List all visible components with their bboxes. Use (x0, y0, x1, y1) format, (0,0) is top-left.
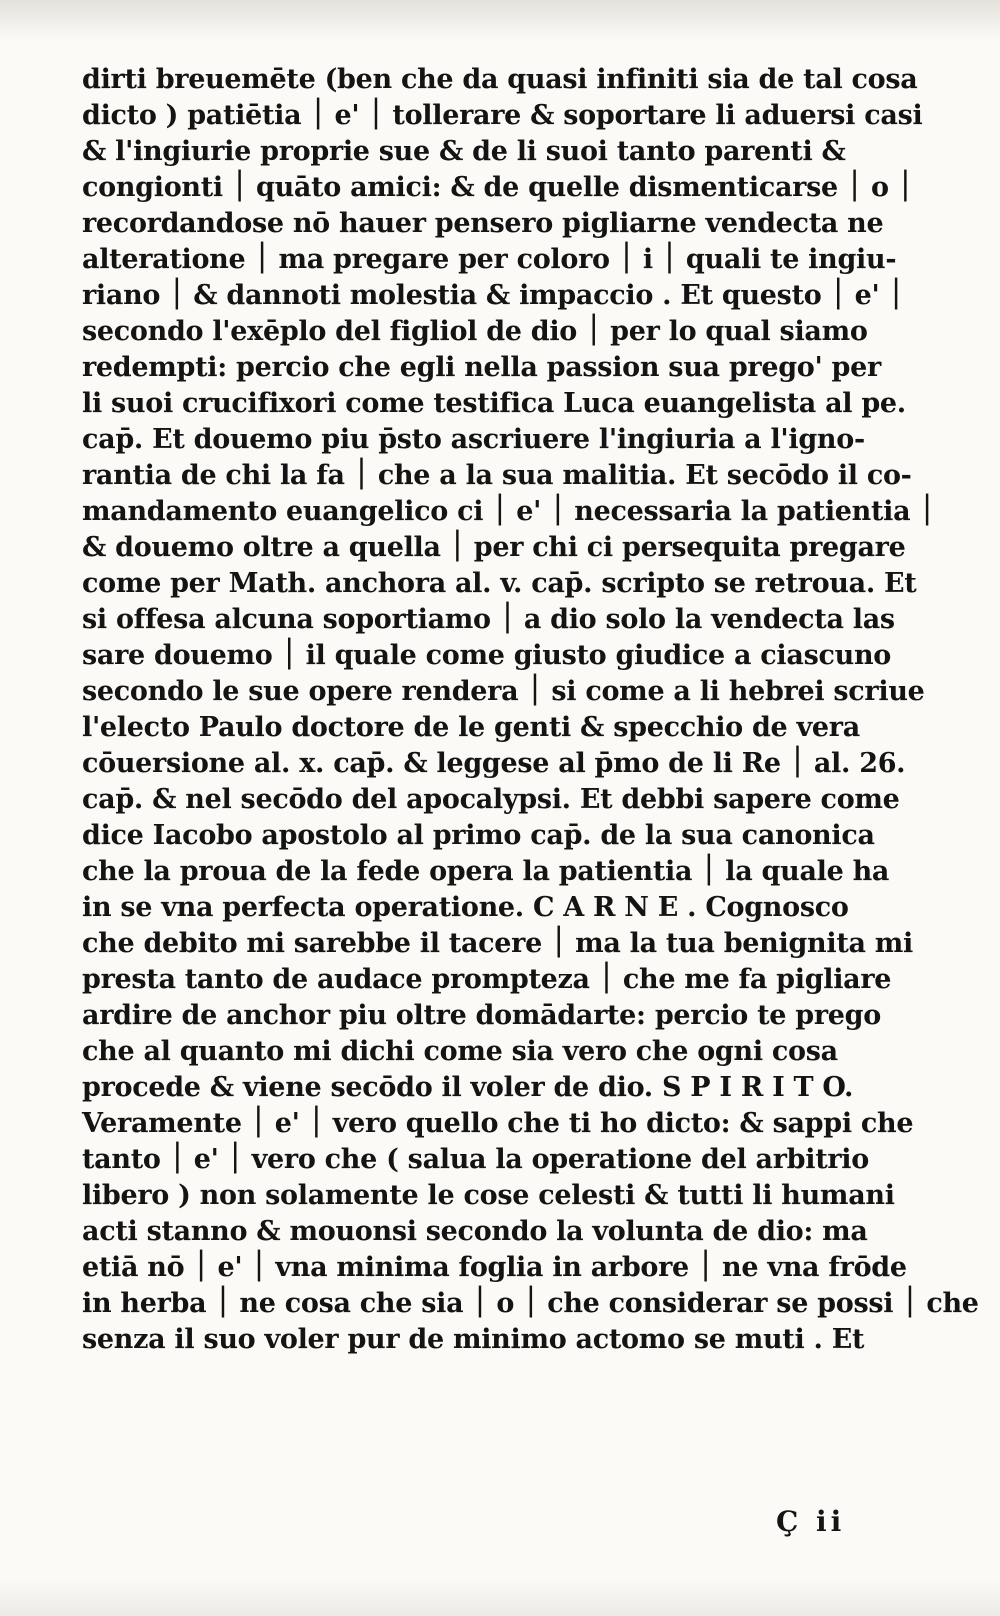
text-line: procede & viene secōdo il voler de dio. S P I R I T O. (82, 1072, 854, 1103)
text-line: secondo l'exēplo del figliol de dio ׀ per lo qual siamo (82, 316, 868, 347)
text-line: cōuersione al. x. cap̄. & leggese al p̄mo de li Re ׀ al. 26. (82, 748, 906, 779)
text-line: & douemo oltre a quella ׀ per chi ci persequita pregare (82, 532, 906, 563)
text-line: ardire de anchor piu oltre domādarte: percio te prego (82, 1000, 881, 1031)
text-line: li suoi crucifixori come testifica Luca euangelista al pe. (82, 388, 906, 419)
text-line: Veramente ׀ e' ׀ vero quello che ti ho dicto: & sappi che (82, 1108, 914, 1139)
text-line: tanto ׀ e' ׀ vero che ( salua la operatione del arbitrio (82, 1144, 869, 1175)
text-line: congionti ׀ quāto amici: & de quelle dismenticarse ׀ o ׀ (82, 172, 913, 203)
text-line: & l'ingiurie proprie sue & de li suoi tanto parenti & (82, 136, 846, 167)
text-line: in se vna perfecta operatione. C A R N E . Cognosco (82, 892, 849, 923)
text-line: acti stanno & mouonsi secondo la volunta de dio: ma (82, 1216, 868, 1247)
text-line: secondo le sue opere rendera ׀ si come a li hebrei scriue (82, 676, 925, 707)
text-line: cap̄. Et douemo piu p̄sto ascriuere l'ingiuria a l'igno- (82, 424, 865, 455)
text-line: presta tanto de audace prompteza ׀ che me fa pigliare (82, 964, 892, 995)
text-line: senza il suo voler pur de minimo actomo se muti . Et (82, 1324, 865, 1355)
text-line: che al quanto mi dichi come sia vero che ogni cosa (82, 1036, 838, 1067)
text-line: cap̄. & nel secōdo del apocalypsi. Et debbi sapere come (82, 784, 900, 815)
text-line: dice Iacobo apostolo al primo cap̄. de la sua canonica (82, 820, 875, 851)
text-block (82, 62, 979, 1358)
text-line: in herba ׀ ne cosa che sia ׀ o ׀ che considerar se possi ׀ che (82, 1288, 979, 1319)
text-line: etiā nō ׀ e' ׀ vna minima foglia in arbore ׀ ne vna frōde (82, 1252, 907, 1283)
text-line: si offesa alcuna soportiamo ׀ a dio solo la vendecta las (82, 604, 895, 635)
text-line: redempti: percio che egli nella passion sua prego' per (82, 352, 881, 383)
text-line: riano ׀ & dannoti molestia & impaccio . Et questo ׀ e' ׀ (82, 280, 904, 311)
text-line: mandamento euangelico ci ׀ e' ׀ necessaria la patientia ׀ (82, 496, 935, 527)
page-top-edge-shadow (0, 0, 1000, 40)
signature-mark: Ç ii (776, 1505, 846, 1538)
text-line: come per Math. anchora al. v. cap̄. scripto se retroua. Et (82, 568, 917, 599)
text-line: dicto ) patiētia ׀ e' ׀ tollerare & soportare li aduersi casi (82, 100, 923, 131)
text-line: libero ) non solamente le cose celesti & tutti li humani (82, 1180, 895, 1211)
text-line: che la proua de la fede opera la patientia ׀ la quale ha (82, 856, 890, 887)
text-line: alteratione ׀ ma pregare per coloro ׀ i ׀ quali te ingiu- (82, 244, 897, 275)
text-line: dirti breuemēte (ben che da quasi infiniti sia de tal cosa (82, 64, 918, 95)
text-line: sare douemo ׀ il quale come giusto giudice a ciascuno (82, 640, 891, 671)
text-line: rantia de chi la fa ׀ che a la sua malitia. Et secōdo il co- (82, 460, 912, 491)
page-bottom-edge-shadow (0, 1580, 1000, 1616)
text-line: l'electo Paulo doctore de le genti & specchio de vera (82, 712, 860, 743)
text-line: che debito mi sarebbe il tacere ׀ ma la tua benignita mi (82, 928, 914, 959)
text-line: recordandose nō hauer pensero pigliarne vendecta ne (82, 208, 884, 239)
